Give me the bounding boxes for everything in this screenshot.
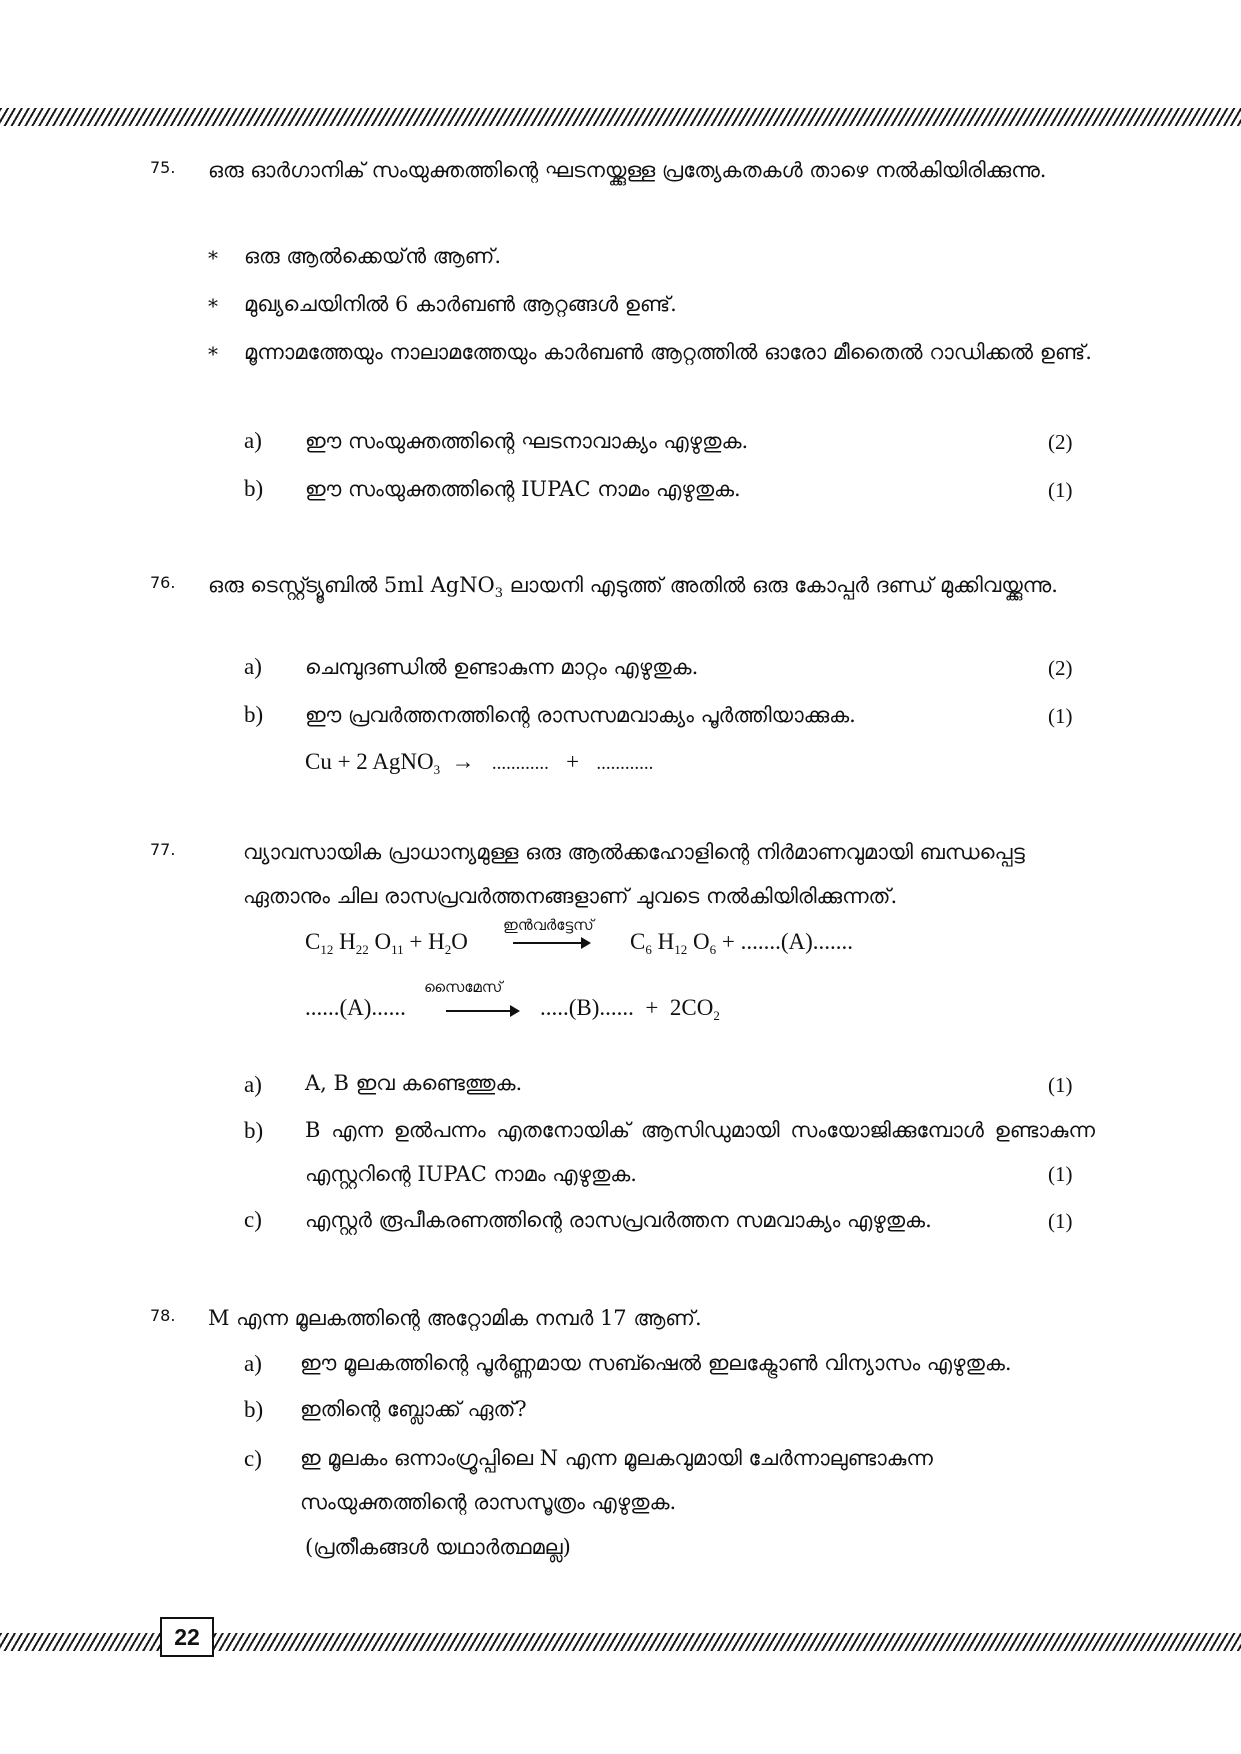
long-arrow-icon (446, 1010, 518, 1012)
reaction-equation-1-product: $C_6$ $H_{12}$ $O_6 + .......(A)$....... (630, 929, 853, 957)
sub-question-text: ഈ സംയുക്തത്തിന്റെ IUPAC നാമം എഴുതുക. (305, 477, 741, 501)
sub-question-text: B എന്ന ഉൽപന്നം എതനോയിക് ആസിഡുമായി സംയോജിക്കുമ്പോൾ ഉണ്ടാകുന്ന എസ്റ്ററിന്റെ IUPAC നാമം എഴുതുക. (305, 1118, 1095, 1186)
marks: (2) (1048, 656, 1073, 680)
bullet-text: മുഖ്യചെയിനിൽ 6 കാർബൺ ആറ്റങ്ങൾ ഉണ്ട്. (244, 292, 677, 316)
marks: (1) (1048, 1209, 1073, 1233)
question-text: M എന്ന മൂലകത്തിന്റെ അറ്റോമിക നമ്പർ 17 ആണ്. (208, 1306, 702, 1330)
question-text: വ്യാവസായിക പ്രാധാന്യമുള്ള ഒരു ആൽക്കഹോളിന്റെ നിർമാണവുമായി ബന്ധപ്പെട്ട ഏതാനും ചില രാസപ്രവർത്തനങ്ങളാണ് ചുവടെ നൽകിയിരിക്കുന്നത്. (243, 840, 1025, 908)
sub-question-text: ഈ മൂലകത്തിന്റെ പൂർണ്ണമായ സബ്ഷെൽ ഇലക്ട്രോൺ വിന്യാസം എഴുതുക. (300, 1351, 1012, 1375)
reaction-equation-2-reactant: ......(A)...... (305, 995, 406, 1020)
question-number: 76. (150, 573, 176, 592)
sub-question-label: c) (244, 1207, 262, 1232)
sub-question-text: A, B ഇവ കണ്ടെത്തുക. (305, 1071, 523, 1095)
sub-question-label: a) (244, 1072, 262, 1097)
bullet-text: ഒരു ആൽക്കെയ്ൻ ആണ്. (244, 244, 502, 268)
reaction-equation-2-product: .....(B)...... + $2CO_2$ (540, 995, 720, 1023)
plus-sign: + (566, 749, 580, 774)
sub-question-text: ചെമ്പുദണ്ഡിൽ ഉണ്ടാകുന്ന മാറ്റം എഴുതുക. (305, 655, 699, 679)
marks: (1) (1048, 704, 1073, 728)
question-number: 75. (150, 158, 176, 177)
page-number: 22 (160, 1617, 214, 1657)
sub-question-text: ഇ മൂലകം ഒന്നാംഗ്രൂപ്പിലെ N എന്ന മൂലകവുമായി ചേർന്നാലുണ്ടാകുന്ന സംയുക്തത്തിന്റെ രാസസൂത്രം എഴുതുക. (300, 1446, 933, 1514)
sub-question-label: c) (244, 1446, 262, 1471)
sub-question-label: b) (244, 1397, 264, 1422)
question-text-part: ലായനി എടുത്ത് അതിൽ ഒരു കോപ്പർ ദണ്ഡ് മുക്കിവയ്ക്കുന്നു. (503, 573, 1058, 597)
question-text: ഒരു ഓർഗാനിക് സംയുക്തത്തിന്റെ ഘടനയ്ക്കുള്ള പ്രത്യേകതകൾ താഴെ നൽകിയിരിക്കുന്നു. (208, 158, 1047, 182)
blank: ............ (491, 753, 549, 774)
reaction-equation (305, 749, 653, 778)
question-text-part: ഒരു ടെസ്റ്റ്ട്യൂബിൽ 5ml AgNO (208, 573, 495, 597)
sub-question-label: b) (244, 702, 264, 727)
sub-question-text: എസ്റ്റർ രൂപീകരണത്തിന്റെ രാസപ്രവർത്തന സമവാക്യം എഴുതുക. (305, 1208, 932, 1232)
marks: (1) (1048, 478, 1073, 502)
reaction-arrow: → (451, 749, 475, 774)
subscript: 3 (494, 586, 504, 602)
sub-question-text: ഈ സംയുക്തത്തിന്റെ ഘടനാവാക്യം എഴുതുക. (305, 429, 749, 453)
enzyme-label: സൈമേസ് (424, 978, 503, 996)
sub-question-text: ഇതിന്റെ ബ്ലോക്ക് ഏത്? (300, 1397, 527, 1421)
question-note: (പ്രതീകങ്ങൾ യഥാർത്ഥമല്ല) (305, 1535, 571, 1559)
sub-question-label: a) (244, 654, 262, 679)
question-text (208, 563, 1094, 616)
sub-question-label: b) (244, 476, 264, 501)
marks: (1) (1048, 1073, 1073, 1097)
bullet-symbol: * (208, 246, 218, 270)
equation-lhs: Cu + 2 AgNO (305, 749, 434, 774)
blank: ............ (596, 753, 654, 774)
sub-question-text: ഈ പ്രവർത്തനത്തിന്റെ രാസസമവാക്യം പൂർത്തിയാക്കുക. (305, 703, 856, 727)
sub-question-label: b) (244, 1118, 264, 1143)
bullet-text: മൂന്നാമത്തേയും നാലാമത്തേയും കാർബൺ ആറ്റത്തിൽ ഓരോ മീതൈൽ റാഡിക്കൽ ഉണ്ട്. (244, 340, 1092, 364)
bullet-symbol: * (208, 342, 218, 366)
top-hatch-border (0, 108, 1241, 126)
bullet-symbol: * (208, 294, 218, 318)
question-number: 77. (150, 840, 176, 859)
subscript: 3 (433, 762, 441, 777)
question-number: 78. (150, 1306, 176, 1325)
long-arrow-icon (513, 942, 589, 944)
marks: (1) (1048, 1162, 1073, 1186)
sub-question-label: a) (244, 428, 262, 453)
enzyme-label: ഇൻവർട്ടേസ് (503, 916, 594, 934)
sub-question-label: a) (244, 1351, 262, 1376)
marks: (2) (1048, 430, 1073, 454)
reaction-equation-1-reactant: $C_{12}$ $H_{22}$ $O_{11} + H_2O$ (305, 929, 468, 957)
